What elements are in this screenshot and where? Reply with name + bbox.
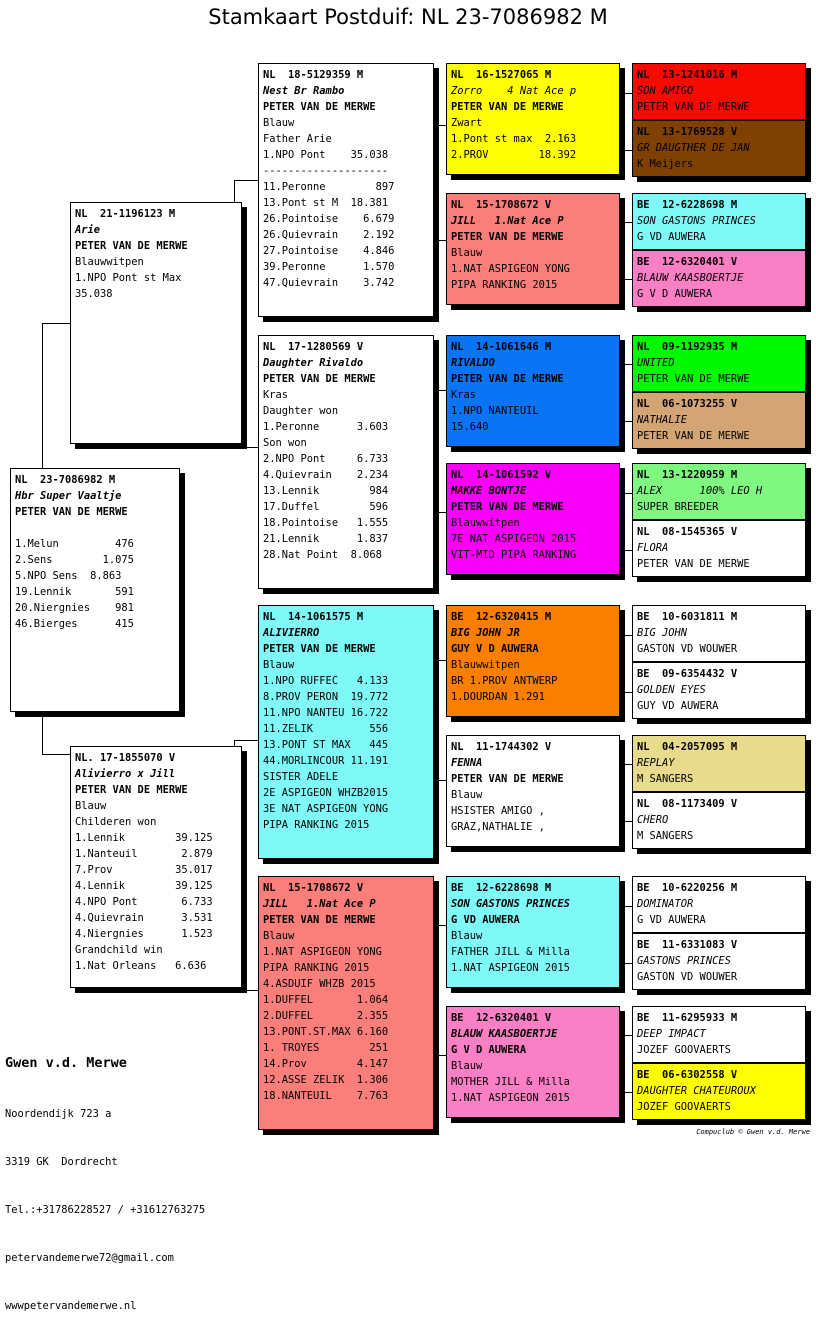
result-line: Grandchild win — [75, 944, 163, 956]
pigeon-card-g8 — [446, 1006, 620, 1118]
connector-line — [434, 390, 435, 512]
connector-line — [622, 93, 632, 94]
result-line: 4.Quievrain 2.234 — [263, 469, 389, 481]
result-line: 35.038 — [75, 288, 113, 300]
result-line: 18.NANTEUIL 7.763 — [263, 1090, 389, 1102]
result-line: 1.Nanteuil 2.879 — [75, 848, 213, 860]
pigeon-name: GASTONS PRINCES — [637, 955, 731, 967]
result-line: 12.ASSE ZELIK 1.306 — [263, 1074, 389, 1086]
owner-name: PETER VAN DE MERWE — [451, 231, 564, 243]
ring-number: NL 08-1545365 V — [637, 526, 738, 538]
connector-line — [622, 963, 632, 964]
owner-name: PETER VAN DE MERWE — [263, 101, 376, 113]
owner-name: PETER VAN DE MERWE — [75, 240, 188, 252]
owner-name: G VD AUWERA — [637, 914, 706, 926]
pigeon-name: CHERO — [637, 814, 669, 826]
pigeon-card-h3 — [632, 193, 806, 250]
result-line: GRAZ,NATHALIE , — [451, 821, 545, 833]
connector-line — [42, 712, 43, 754]
ring-number: BE 11-6331083 V — [637, 939, 738, 951]
result-line: MOTHER JILL & Milla — [451, 1076, 570, 1088]
result-line: 26.Pointoise 6.679 — [263, 213, 395, 225]
connector-line — [234, 740, 258, 741]
pigeon-card-g2 — [446, 193, 620, 305]
connector-line — [234, 180, 258, 181]
result-line: 7E NAT ASPIGEON 2015 — [451, 533, 577, 545]
connector-line — [434, 125, 435, 240]
result-line: -------------------- — [263, 165, 389, 177]
owner-name: PETER VAN DE MERWE — [263, 643, 376, 655]
result-line: Blauw — [263, 930, 295, 942]
connector-line — [622, 279, 632, 280]
pigeon-name: NATHALIE — [637, 414, 688, 426]
pigeon-name: DAUGHTER CHATEUROUX — [637, 1085, 756, 1097]
contact-block — [5, 1020, 205, 1330]
ring-number: NL 15-1708672 V — [451, 199, 552, 211]
result-line: BR 1.PROV ANTWERP — [451, 675, 558, 687]
connector-line — [434, 125, 446, 126]
owner-name: PETER VAN DE MERWE — [451, 773, 564, 785]
connector-line — [622, 635, 623, 692]
pigeon-name: GR DAUGTHER DE JAN — [637, 142, 750, 154]
result-line: 1.Lennik 39.125 — [75, 832, 213, 844]
result-line: 1.NPO RUFFEC 4.133 — [263, 675, 389, 687]
owner-name: G VD AUWERA — [637, 231, 706, 243]
contact-website: wwwpetervandemerwe.nl — [5, 1300, 137, 1312]
ring-number: BE 10-6220256 M — [637, 882, 738, 894]
result-line: 47.Quievrain 3.742 — [263, 277, 395, 289]
ring-number: NL 14-1061646 M — [451, 341, 552, 353]
footer-credit: Compuclub © Gwen v.d. Merwe — [696, 1128, 810, 1136]
result-line: Son won — [263, 437, 307, 449]
pigeon-card-mm — [258, 876, 434, 1130]
result-line: Childeren won — [75, 816, 157, 828]
result-line: 2.NPO Pont 6.733 — [263, 453, 389, 465]
result-line: Blauwwitpen — [451, 517, 520, 529]
ring-number: NL 14-1061575 M — [263, 611, 364, 623]
result-line: Daughter won — [263, 405, 339, 417]
result-line: 1.Nat Orleans 6.636 — [75, 960, 207, 972]
result-line: 4.Quievrain 3.531 — [75, 912, 213, 924]
pigeon-name: BIG JOHN JR — [451, 627, 520, 639]
result-line: 1.DOURDAN 1.291 — [451, 691, 545, 703]
result-line: Blauwwitpen — [75, 256, 144, 268]
pigeon-card-g4 — [446, 463, 620, 575]
pigeon-card-ff — [258, 63, 434, 317]
connector-line — [622, 421, 632, 422]
result-line: Blauw — [263, 117, 295, 129]
connector-line — [622, 93, 623, 150]
owner-name: PETER VAN DE MERWE — [451, 373, 564, 385]
connector-line — [622, 550, 632, 551]
result-line: 11.NPO NANTEU 16.722 — [263, 707, 389, 719]
ring-number: NL 08-1173409 V — [637, 798, 738, 810]
ring-number: NL 17-1280569 V — [263, 341, 364, 353]
connector-line — [622, 906, 632, 907]
pigeon-name: DEEP IMPACT — [637, 1028, 706, 1040]
pigeon-card-g5 — [446, 605, 620, 717]
result-line: Blauw — [451, 930, 483, 942]
result-line: 8.PROV PERON 19.772 — [263, 691, 389, 703]
ring-number: NL 09-1192935 M — [637, 341, 738, 353]
connector-line — [622, 764, 623, 821]
pigeon-card-h8 — [632, 520, 806, 577]
ring-number: BE 10-6031811 M — [637, 611, 738, 623]
result-line: Father Arie — [263, 133, 332, 145]
result-line: 27.Pointoise 4.846 — [263, 245, 395, 257]
connector-line — [622, 222, 623, 279]
result-line: PIPA RANKING 2015 — [451, 279, 558, 291]
pigeon-card-h4 — [632, 250, 806, 307]
connector-line — [622, 364, 623, 421]
ring-number: NL 15-1708672 V — [263, 882, 364, 894]
owner-name: PETER VAN DE MERWE — [637, 430, 750, 442]
connector-line — [434, 512, 446, 513]
ring-number: BE 12-6228698 M — [451, 882, 552, 894]
pigeon-name: ALEX 100% LEO H — [637, 485, 763, 497]
owner-name: GUY V D AUWERA — [451, 643, 539, 655]
result-line: 11.ZELIK 556 — [263, 723, 389, 735]
result-line: 7.Prov 35.017 — [75, 864, 213, 876]
pigeon-card-g7 — [446, 876, 620, 988]
connector-line — [622, 493, 623, 550]
pigeon-name: FENNA — [451, 757, 483, 769]
result-line: 2E ASPIGEON WHZB2015 — [263, 787, 389, 799]
owner-name: G VD AUWERA — [451, 914, 520, 926]
result-line: FATHER JILL & Milla — [451, 946, 570, 958]
owner-name: PETER VAN DE MERWE — [637, 101, 750, 113]
pigeon-name: MAKKE BONTJE — [451, 485, 527, 497]
ring-number: NL 21-1196123 M — [75, 208, 176, 220]
result-line: Blauw — [451, 247, 483, 259]
contact-phone: Tel.:+31786228527 / +31612763275 — [5, 1204, 206, 1216]
connector-line — [622, 1092, 632, 1093]
pigeon-card-h16 — [632, 1063, 806, 1120]
result-line: 13.PONT ST MAX 445 — [263, 739, 389, 751]
pigeon-name: SON GASTONS PRINCES — [637, 215, 756, 227]
ring-number: NL 23-7086982 M — [15, 474, 116, 486]
pigeon-name: ALIVIERRO — [263, 627, 320, 639]
pigeon-card-h9 — [632, 605, 806, 662]
connector-line — [42, 323, 43, 470]
result-line: 1. TROYES 251 — [263, 1042, 389, 1054]
pigeon-card-h10 — [632, 662, 806, 719]
connector-line — [622, 821, 632, 822]
contact-city: 3319 GK Dordrecht — [5, 1156, 118, 1168]
result-line: Kras — [263, 389, 289, 401]
result-line: Blauw — [451, 789, 483, 801]
result-line: 4.ASDUIF WHZB 2015 — [263, 978, 376, 990]
pigeon-name: Hbr Super Vaaltje — [15, 490, 122, 502]
result-line: SISTER ADELE — [263, 771, 339, 783]
pigeon-card-h5 — [632, 335, 806, 392]
result-line: 28.Nat Point 8.068 — [263, 549, 382, 561]
ring-number: NL 11-1744302 V — [451, 741, 552, 753]
pigeon-name: BIG JOHN — [637, 627, 688, 639]
pigeon-card-g3 — [446, 335, 620, 447]
connector-line — [622, 364, 632, 365]
connector-line — [434, 660, 446, 661]
owner-name: JOZEF GOOVAERTS — [637, 1044, 731, 1056]
connector-line — [622, 906, 623, 963]
owner-name: PETER VAN DE MERWE — [451, 101, 564, 113]
owner-name: PETER VAN DE MERWE — [263, 914, 376, 926]
owner-name: G V D AUWERA — [451, 1044, 527, 1056]
result-line: 11.Peronne 897 — [263, 181, 395, 193]
ring-number: NL. 17-1855070 V — [75, 752, 176, 764]
pigeon-name: Arie — [75, 224, 101, 236]
result-line: 20.Niergnies 981 — [15, 602, 134, 614]
owner-name: PETER VAN DE MERWE — [75, 784, 188, 796]
contact-email: petervandemerwe72@gmail.com — [5, 1252, 174, 1264]
result-line: 1.Melun 476 — [15, 538, 134, 550]
owner-name: K Meijers — [637, 158, 694, 170]
pigeon-name: SON GASTONS PRINCES — [451, 898, 570, 910]
pigeon-name: Alivierro x Jill — [75, 768, 176, 780]
result-line: 18.Pointoise 1.555 — [263, 517, 389, 529]
result-line: 13.Lennik 984 — [263, 485, 389, 497]
contact-address: Noordendijk 723 a — [5, 1108, 112, 1120]
result-line: 17.Duffel 596 — [263, 501, 389, 513]
pigeon-card-g6 — [446, 735, 620, 847]
result-line: 1.NPO Pont st Max — [75, 272, 182, 284]
pigeon-name: BLAUW KAASBOERTJE — [451, 1028, 558, 1040]
connector-line — [434, 1055, 446, 1056]
result-line: 1.DUFFEL 1.064 — [263, 994, 389, 1006]
pigeon-card-h2 — [632, 120, 806, 177]
connector-line — [622, 1035, 632, 1036]
result-line: 1.NAT ASPIGEON 2015 — [451, 962, 570, 974]
pigeon-card-h14 — [632, 933, 806, 990]
ring-number: BE 12-6320401 V — [637, 256, 738, 268]
result-line: 5.NPO Sens 8.863 — [15, 570, 122, 582]
owner-name: GASTON VD WOUWER — [637, 971, 738, 983]
ring-number: BE 06-6302558 V — [637, 1069, 738, 1081]
pigeon-name: RIVALDO — [451, 357, 495, 369]
connector-line — [434, 925, 435, 1055]
pigeon-name: Nest Br Rambo — [263, 85, 345, 97]
connector-line — [434, 925, 446, 926]
ring-number: NL 14-1061592 V — [451, 469, 552, 481]
owner-name: G V D AUWERA — [637, 288, 713, 300]
pigeon-name: BLAUW KAASBOERTJE — [637, 272, 744, 284]
result-line: 2.DUFFEL 2.355 — [263, 1010, 389, 1022]
pigeon-card-mother — [70, 746, 242, 988]
connector-line — [42, 754, 72, 755]
result-line: 15.640 — [451, 421, 489, 433]
pigeon-card-subject — [10, 468, 180, 712]
result-line: HSISTER AMIGO , — [451, 805, 545, 817]
result-line: 1.NPO Pont 35.038 — [263, 149, 389, 161]
result-line: 1.Peronne 3.603 — [263, 421, 389, 433]
result-line: 26.Quievrain 2.192 — [263, 229, 395, 241]
owner-name: PETER VAN DE MERWE — [637, 373, 750, 385]
result-line: 13.Pont st M 18.381 — [263, 197, 389, 209]
connector-line — [622, 635, 632, 636]
ring-number: NL 06-1073255 V — [637, 398, 738, 410]
pigeon-card-h13 — [632, 876, 806, 933]
pigeon-card-fm — [258, 335, 434, 589]
connector-line — [622, 493, 632, 494]
result-line: Blauw — [451, 1060, 483, 1072]
owner-name: SUPER BREEDER — [637, 501, 719, 513]
contact-name: Gwen v.d. Merwe — [5, 1055, 127, 1071]
owner-name: GASTON VD WOUWER — [637, 643, 738, 655]
result-line: 4.Niergnies 1.523 — [75, 928, 213, 940]
pigeon-card-h1 — [632, 63, 806, 120]
pigeon-card-h11 — [632, 735, 806, 792]
connector-line — [434, 240, 446, 241]
result-line: 4.NPO Pont 6.733 — [75, 896, 213, 908]
result-line: 39.Peronne 1.570 — [263, 261, 395, 273]
result-line: Blauw — [75, 800, 107, 812]
result-line: 3E NAT ASPIGEON YONG — [263, 803, 389, 815]
ring-number: BE 12-6228698 M — [637, 199, 738, 211]
connector-line — [434, 660, 435, 780]
ring-number: BE 12-6320401 V — [451, 1012, 552, 1024]
result-line: 1.NPO NANTEUIL — [451, 405, 539, 417]
result-line: 46.Bierges 415 — [15, 618, 134, 630]
result-line: PIPA RANKING 2015 — [263, 819, 370, 831]
result-line: 4.Lennik 39.125 — [75, 880, 213, 892]
owner-name: PETER VAN DE MERWE — [15, 506, 128, 518]
pigeon-name: Zorro 4 Nat Ace p — [451, 85, 577, 97]
ring-number: NL 13-1769528 V — [637, 126, 738, 138]
ring-number: BE 09-6354432 V — [637, 668, 738, 680]
connector-line — [622, 1035, 623, 1092]
ring-number: NL 13-1241016 M — [637, 69, 738, 81]
pigeon-name: Daughter Rivaldo — [263, 357, 364, 369]
result-line: 19.Lennik 591 — [15, 586, 134, 598]
owner-name: M SANGERS — [637, 830, 694, 842]
result-line: 44.MORLINCOUR 11.191 — [263, 755, 389, 767]
pigeon-card-h6 — [632, 392, 806, 449]
result-line: Zwart — [451, 117, 483, 129]
owner-name: GUY VD AUWERA — [637, 700, 719, 712]
pigeon-card-g1 — [446, 63, 620, 175]
result-line: Kras — [451, 389, 477, 401]
connector-line — [234, 447, 258, 448]
ring-number: NL 16-1527065 M — [451, 69, 552, 81]
owner-name: JOZEF GOOVAERTS — [637, 1101, 731, 1113]
ring-number: NL 18-5129359 M — [263, 69, 364, 81]
pigeon-card-h7 — [632, 463, 806, 520]
owner-name: M SANGERS — [637, 773, 694, 785]
result-line: 1.NAT ASPIGEON 2015 — [451, 1092, 570, 1104]
connector-line — [622, 692, 632, 693]
pigeon-card-father — [70, 202, 242, 444]
pigeon-name: JILL 1.Nat Ace P — [451, 215, 564, 227]
result-line: 1.NAT ASPIGEON YONG — [451, 263, 570, 275]
result-line: 14.Prov 4.147 — [263, 1058, 389, 1070]
owner-name: PETER VAN DE MERWE — [263, 373, 376, 385]
result-line: PIPA RANKING 2015 — [263, 962, 370, 974]
connector-line — [434, 390, 446, 391]
pigeon-name: UNITED — [637, 357, 675, 369]
ring-number: BE 12-6320415 M — [451, 611, 552, 623]
page-title: Stamkaart Postduif: NL 23-7086982 M — [208, 5, 608, 29]
connector-line — [622, 150, 632, 151]
owner-name: PETER VAN DE MERWE — [637, 558, 750, 570]
pigeon-name: JILL 1.Nat Ace P — [263, 898, 376, 910]
result-line: Blauwwitpen — [451, 659, 520, 671]
connector-line — [622, 222, 632, 223]
result-line: 13.PONT.ST.MAX 6.160 — [263, 1026, 389, 1038]
connector-line — [622, 764, 632, 765]
result-line: 1.NAT ASPIGEON YONG — [263, 946, 382, 958]
result-line: Blauw — [263, 659, 295, 671]
result-line: 2.PROV 18.392 — [451, 149, 577, 161]
connector-line — [42, 323, 72, 324]
ring-number: NL 04-2057095 M — [637, 741, 738, 753]
pigeon-name: GOLDEN EYES — [637, 684, 706, 696]
pigeon-name: SON AMIGO — [637, 85, 694, 97]
ring-number: BE 11-6295933 M — [637, 1012, 738, 1024]
pigeon-name: REPLAY — [637, 757, 675, 769]
result-line — [15, 520, 175, 536]
pigeon-name: FLORA — [637, 542, 669, 554]
connector-line — [234, 990, 258, 991]
owner-name: PETER VAN DE MERWE — [451, 501, 564, 513]
ring-number: NL 13-1220959 M — [637, 469, 738, 481]
result-line: 21.Lennik 1.837 — [263, 533, 389, 545]
result-line: 1.Pont st max 2.163 — [451, 133, 577, 145]
pigeon-card-h12 — [632, 792, 806, 849]
result-line: 2.Sens 1.075 — [15, 554, 134, 566]
pigeon-name: DOMINATOR — [637, 898, 694, 910]
pigeon-card-h15 — [632, 1006, 806, 1063]
connector-line — [434, 780, 446, 781]
result-line: VIT-MID PIPA RANKING — [451, 549, 577, 561]
pigeon-card-mf — [258, 605, 434, 859]
